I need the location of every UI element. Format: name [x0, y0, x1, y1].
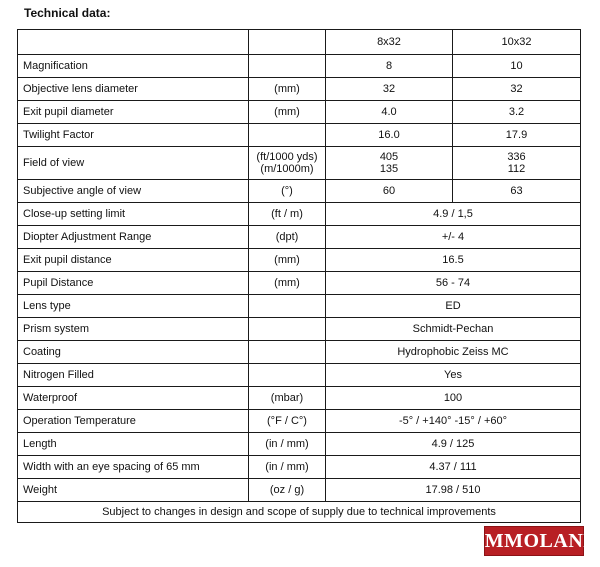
spec-value-line: 405 — [379, 151, 399, 163]
table-row — [18, 295, 581, 318]
spec-unit: (ft / m) — [249, 203, 326, 226]
spec-value-10x32 — [453, 147, 581, 180]
table-row — [18, 180, 581, 203]
spec-unit — [249, 364, 326, 387]
spec-unit — [249, 341, 326, 364]
table-row — [18, 203, 581, 226]
table-row — [18, 479, 581, 502]
spec-value-shared: Hydrophobic Zeiss MC — [326, 341, 581, 364]
spec-value-10x32: 10 — [453, 55, 581, 78]
spec-label: Objective lens diameter — [18, 78, 249, 101]
spec-unit — [249, 295, 326, 318]
spec-value-shared: -5° / +140° -15° / +60° — [326, 410, 581, 433]
spec-label: Coating — [18, 341, 249, 364]
ammoland-watermark-logo: AMMOLAND — [484, 526, 584, 556]
table-row — [18, 55, 581, 78]
table-row — [18, 249, 581, 272]
table-row — [18, 124, 581, 147]
table-row — [18, 456, 581, 479]
spec-value-shared: 17.98 / 510 — [326, 479, 581, 502]
spec-label: Waterproof — [18, 387, 249, 410]
spec-unit-line: (ft/1000 yds) — [256, 151, 318, 163]
header-cell — [249, 30, 326, 55]
spec-value-8x32: 4.0 — [326, 101, 453, 124]
section-title: Technical data: — [24, 6, 111, 20]
header-model-10x32: 10x32 — [453, 30, 581, 55]
spec-label: Exit pupil diameter — [18, 101, 249, 124]
spec-label: Operation Temperature — [18, 410, 249, 433]
spec-label: Subjective angle of view — [18, 180, 249, 203]
table-row — [18, 410, 581, 433]
spec-value-8x32 — [326, 147, 453, 180]
spec-value-8x32: 32 — [326, 78, 453, 101]
table-header-row — [18, 30, 581, 55]
spec-unit — [249, 55, 326, 78]
footer-note: Subject to changes in design and scope of supply due to technical improvements — [18, 502, 581, 523]
table-row — [18, 101, 581, 124]
spec-label: Width with an eye spacing of 65 mm — [18, 456, 249, 479]
spec-unit — [249, 318, 326, 341]
spec-label: Twilight Factor — [18, 124, 249, 147]
spec-unit: (in / mm) — [249, 456, 326, 479]
spec-value-8x32: 60 — [326, 180, 453, 203]
spec-label: Magnification — [18, 55, 249, 78]
header-cell — [18, 30, 249, 55]
spec-value-line: 135 — [379, 163, 399, 175]
spec-label: Pupil Distance — [18, 272, 249, 295]
spec-value-line: 336 — [507, 151, 526, 163]
spec-label: Nitrogen Filled — [18, 364, 249, 387]
technical-data-table — [17, 29, 581, 523]
spec-value-line: 112 — [507, 163, 526, 175]
spec-unit: (dpt) — [249, 226, 326, 249]
header-model-8x32: 8x32 — [326, 30, 453, 55]
spec-value-shared: 56 - 74 — [326, 272, 581, 295]
spec-value-10x32: 63 — [453, 180, 581, 203]
table-row — [18, 272, 581, 295]
spec-unit: (mm) — [249, 249, 326, 272]
spec-value-shared: Schmidt-Pechan — [326, 318, 581, 341]
spec-unit-line: (m/1000m) — [260, 163, 314, 175]
table-row — [18, 433, 581, 456]
spec-value-shared: +/- 4 — [326, 226, 581, 249]
spec-unit — [249, 147, 326, 180]
spec-value-8x32: 8 — [326, 55, 453, 78]
spec-label: Length — [18, 433, 249, 456]
table-row — [18, 387, 581, 410]
spec-unit: (mm) — [249, 272, 326, 295]
spec-value-shared: 100 — [326, 387, 581, 410]
spec-unit: (mbar) — [249, 387, 326, 410]
spec-value-shared: 4.9 / 1,5 — [326, 203, 581, 226]
spec-value-10x32: 32 — [453, 78, 581, 101]
spec-label: Weight — [18, 479, 249, 502]
table-row — [18, 226, 581, 249]
spec-unit: (°) — [249, 180, 326, 203]
spec-value-10x32: 17.9 — [453, 124, 581, 147]
spec-label: Field of view — [18, 147, 249, 180]
spec-value-shared: ED — [326, 295, 581, 318]
spec-label: Lens type — [18, 295, 249, 318]
spec-value-10x32: 3.2 — [453, 101, 581, 124]
spec-unit: (in / mm) — [249, 433, 326, 456]
table-row — [18, 147, 581, 180]
spec-label: Close-up setting limit — [18, 203, 249, 226]
spec-unit: (mm) — [249, 78, 326, 101]
spec-label: Exit pupil distance — [18, 249, 249, 272]
spec-value-shared: 4.37 / 111 — [326, 456, 581, 479]
table-row — [18, 341, 581, 364]
spec-value-shared: 16.5 — [326, 249, 581, 272]
table-row — [18, 364, 581, 387]
spec-value-shared: Yes — [326, 364, 581, 387]
table-footer-row — [18, 502, 581, 523]
table-row — [18, 78, 581, 101]
spec-unit — [249, 124, 326, 147]
technical-data-body — [18, 30, 581, 502]
spec-value-8x32: 16.0 — [326, 124, 453, 147]
spec-label: Prism system — [18, 318, 249, 341]
spec-value-shared: 4.9 / 125 — [326, 433, 581, 456]
spec-label: Diopter Adjustment Range — [18, 226, 249, 249]
spec-unit: (mm) — [249, 101, 326, 124]
spec-unit: (°F / C°) — [249, 410, 326, 433]
spec-unit: (oz / g) — [249, 479, 326, 502]
table-row — [18, 318, 581, 341]
